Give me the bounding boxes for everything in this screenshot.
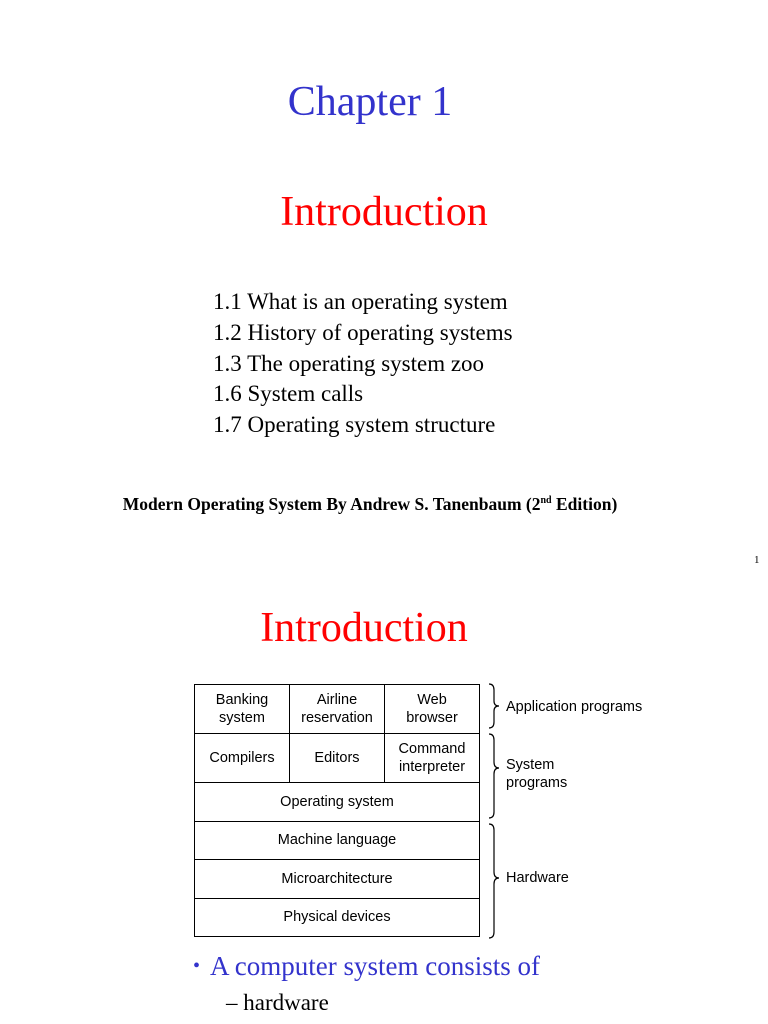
hardware-label: Hardware: [506, 870, 569, 886]
microarchitecture-row: [195, 859, 479, 898]
sub-bullet-item: [226, 990, 329, 1016]
toc-item: 1.6 System calls: [213, 381, 364, 407]
system-row: [195, 733, 479, 782]
editors-cell: Editors: [289, 734, 384, 782]
system-programs-label: System programs: [506, 757, 568, 791]
compilers-cell: Compilers: [209, 750, 275, 766]
reference-text: Modern Operating System By Andrew S. Tanenbaum (2: [122, 494, 541, 514]
airline-reservation-cell: Airline reservation: [289, 685, 384, 733]
chapter-title: Chapter 1: [287, 79, 453, 125]
machine-language-cell: Machine language: [277, 832, 397, 849]
slide1-subtitle: Introduction: [280, 189, 488, 235]
application-programs-label: Application programs: [506, 699, 643, 715]
machine-language-row: [195, 821, 479, 860]
web-browser-cell: Web browser: [384, 685, 479, 733]
book-reference: [0, 494, 740, 515]
slide2-title: Introduction: [260, 605, 468, 651]
bullet-text: A computer system consists of: [210, 951, 540, 981]
toc-item: 1.3 The operating system zoo: [213, 350, 485, 376]
bullet-icon: •: [193, 955, 201, 977]
page-number: 1: [754, 554, 760, 566]
system-brace: [489, 734, 499, 818]
bullet-item: [193, 951, 540, 982]
layer-diagram: [194, 684, 480, 937]
operating-system-row: [195, 782, 479, 821]
group-braces: [486, 682, 506, 942]
physical-devices-row: [195, 898, 479, 937]
application-brace: [489, 684, 499, 728]
reference-edition: Edition): [551, 494, 618, 514]
hardware-brace: [489, 824, 499, 938]
table-of-contents: [213, 287, 513, 441]
toc-item: 1.1 What is an operating system: [213, 289, 508, 314]
application-row: [195, 685, 479, 733]
microarchitecture-cell: Microarchitecture: [281, 870, 393, 887]
toc-item: 1.7 Operating system structure: [213, 412, 496, 438]
dash-icon: –: [226, 990, 244, 1015]
operating-system-cell: Operating system: [280, 793, 394, 810]
physical-devices-cell: Physical devices: [283, 909, 391, 926]
reference-superscript: nd: [540, 495, 552, 507]
command-interpreter-cell: Command interpreter: [384, 734, 479, 782]
sub-bullet-text: hardware: [243, 990, 329, 1015]
banking-system-cell: Banking system: [215, 692, 269, 726]
toc-item: 1.2 History of operating systems: [213, 319, 513, 345]
